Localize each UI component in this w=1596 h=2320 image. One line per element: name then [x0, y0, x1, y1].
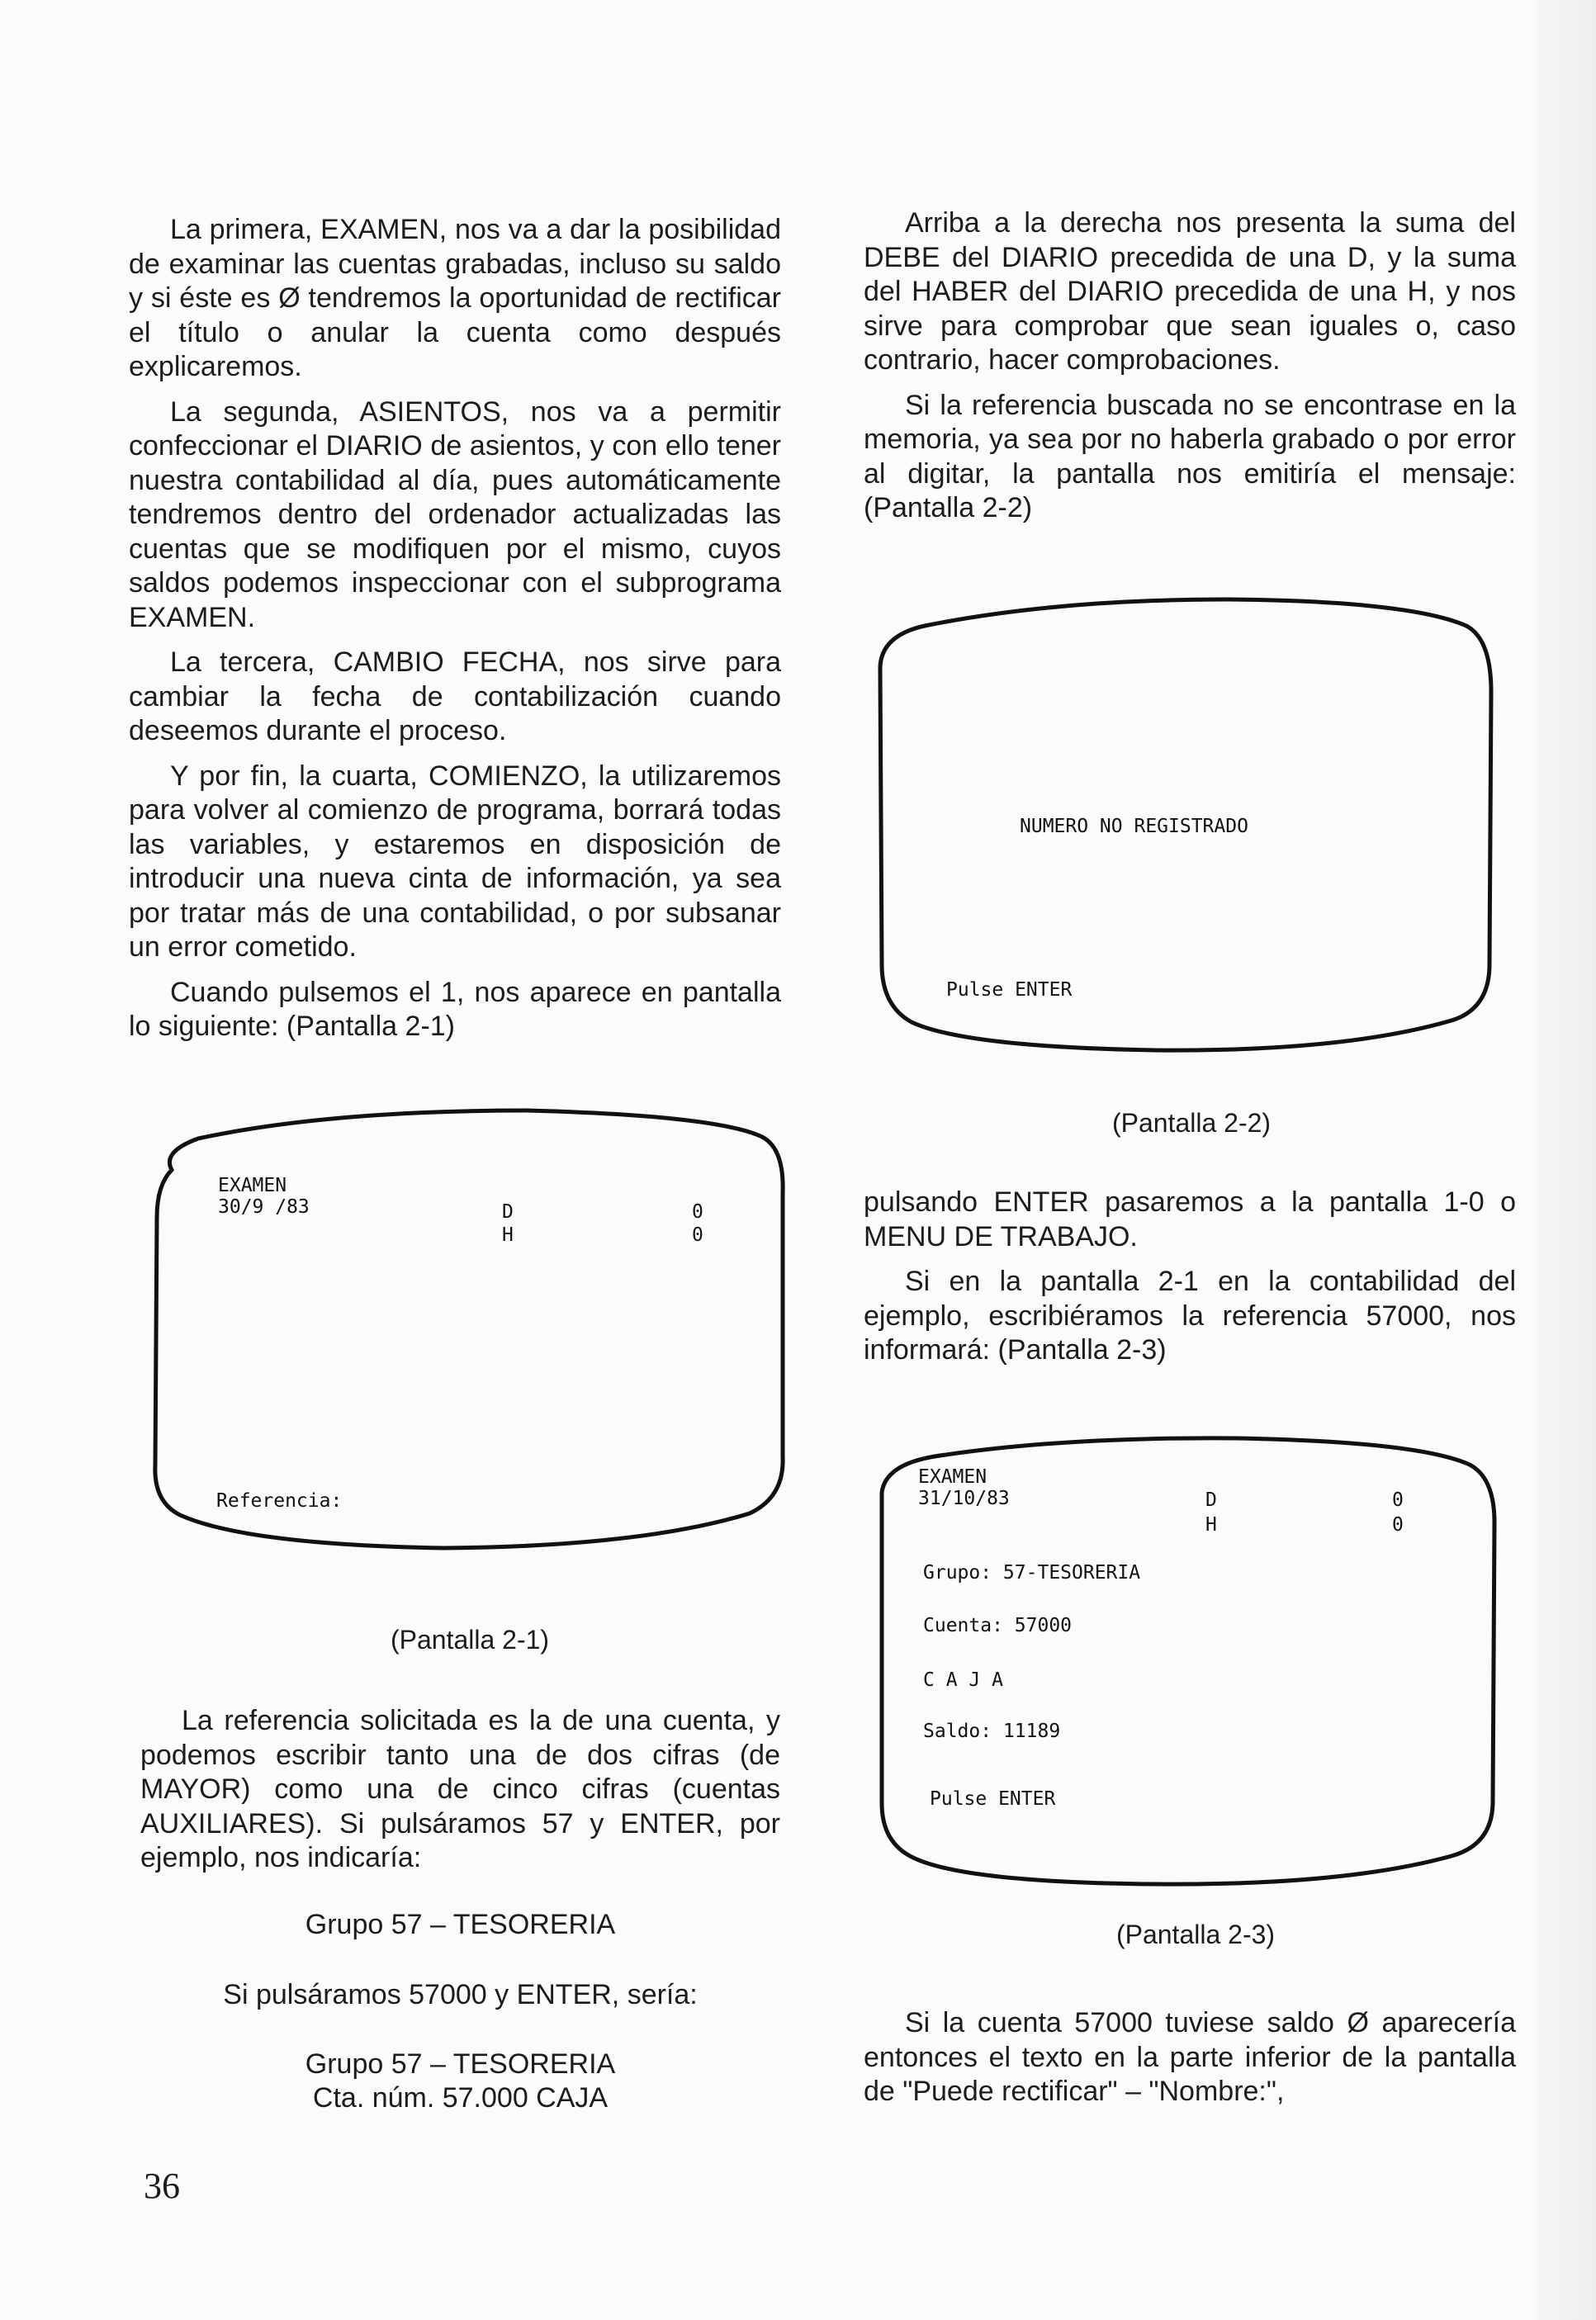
right-column-bottom-text — [864, 2006, 1516, 2120]
caption: (Pantalla 2-3) — [1115, 1920, 1276, 1949]
screen-prompt: Pulse ENTER — [930, 1788, 1056, 1810]
account-name: C A J A — [923, 1669, 1003, 1691]
paragraph: Cuando pulsemos el 1, nos aparece en pantalla lo siguiente: (Pantalla 2-1) — [129, 976, 781, 1042]
screen-title: EXAMEN — [218, 1175, 287, 1196]
example-line: Si pulsáramos 57000 y ENTER, sería: — [223, 1979, 698, 2010]
error-message: NUMERO NO REGISTRADO — [1020, 816, 1248, 837]
example-line: Cta. núm. 57.000 CAJA — [312, 2082, 609, 2114]
debe-value: 0 — [1392, 1489, 1404, 1511]
paragraph: Si la referencia buscada no se encontrase en la memoria, ya sea por no haberla grabado o por error al digitar, la pantalla nos emitiría el mensaje: (Pantalla 2-2) — [864, 389, 1516, 523]
page-number: 36 — [144, 2166, 180, 2206]
screen-date: 31/10/83 — [918, 1488, 1010, 1509]
example-line: Grupo 57 – TESORERIA — [305, 1909, 616, 1940]
paragraph: Y por fin, la cuarta, COMIENZO, la utilizaremos para volver al comienzo de programa, borrará todas las variables, y estaremos en disposición de introducir una nueva cinta de información, ya sea por tratar más de una contabilidad, o por subsanar un error cometido. — [129, 760, 781, 963]
screen-title: EXAMEN — [918, 1466, 987, 1488]
screen-2-1 — [147, 1102, 793, 1570]
haber-label: H — [502, 1224, 514, 1246]
caption: (Pantalla 2-1) — [390, 1625, 550, 1655]
paragraph: La tercera, CAMBIO FECHA, nos sirve para cambiar la fecha de contabilización cuando deseemos durante el proceso. — [129, 646, 781, 746]
screen-2-3 — [874, 1432, 1501, 1902]
paragraph: La referencia solicitada es la de una cuenta, y podemos escribir tanto una de dos cifras (de MAYOR) como una de cinco cifras (cuentas AUXILIARES). Si pulsáramos 57 y ENTER, por ejemplo, nos indicaría: — [140, 1705, 780, 1873]
screen-prompt: Pulse ENTER — [946, 979, 1073, 1001]
page-edge-shadow — [1536, 0, 1596, 2320]
paragraph: Arriba a la derecha nos presenta la suma del DEBE del DIARIO precedida de una D, y la suma del HABER del DIARIO precedida de una H, y nos sirve para comprobar que sean iguales o, caso contrario, hacer comprobaciones. — [864, 207, 1516, 376]
left-column-bottom-text — [140, 1704, 780, 1887]
caption: (Pantalla 2-2) — [1111, 1108, 1272, 1138]
right-column-middle-text — [864, 1186, 1516, 1379]
left-column-text — [129, 213, 781, 1055]
paragraph: La segunda, ASIENTOS, nos va a permitir confeccionar el DIARIO de asientos, y con ello tener nuestra contabilidad al día, pues automáticamente tendremos dentro del ordenador actualizadas las cuentas que se modifiquen por el mismo, cuyos saldos podemos inspeccionar con el subprograma EXAMEN. — [129, 395, 781, 633]
cuenta-line: Cuenta: 57000 — [923, 1615, 1073, 1636]
paragraph: pulsando ENTER pasaremos a la pantalla 1-0 o MENU DE TRABAJO. — [864, 1186, 1516, 1252]
haber-value: 0 — [692, 1224, 703, 1246]
debe-label: D — [502, 1201, 514, 1223]
debe-label: D — [1205, 1489, 1217, 1511]
paragraph: Si en la pantalla 2-1 en la contabilidad del ejemplo, escribiéramos la referencia 57000, nos informará: (Pantalla 2-3) — [864, 1266, 1516, 1366]
haber-value: 0 — [1392, 1514, 1404, 1536]
haber-label: H — [1205, 1514, 1217, 1536]
screen-prompt: Referencia: — [216, 1490, 343, 1512]
screen-2-2 — [874, 593, 1498, 1063]
example-line: Grupo 57 – TESORERIA — [305, 2048, 616, 2080]
debe-value: 0 — [692, 1201, 703, 1223]
right-column-text — [864, 206, 1516, 537]
screen-date: 30/9 /83 — [218, 1196, 310, 1218]
paragraph: La primera, EXAMEN, nos va a dar la posibilidad de examinar las cuentas grabadas, incluso su saldo y si éste es Ø tendremos la oportunidad de rectificar el título o anular la cuenta como después explicaremos. — [129, 214, 781, 382]
saldo-line: Saldo: 11189 — [923, 1721, 1061, 1742]
grupo-line: Grupo: 57-TESORERIA — [923, 1562, 1141, 1584]
paragraph: Si la cuenta 57000 tuviese saldo Ø aparecería entonces el texto en la parte inferior de la pantalla de "Puede rectificar" – "Nombre:", — [864, 2007, 1516, 2107]
